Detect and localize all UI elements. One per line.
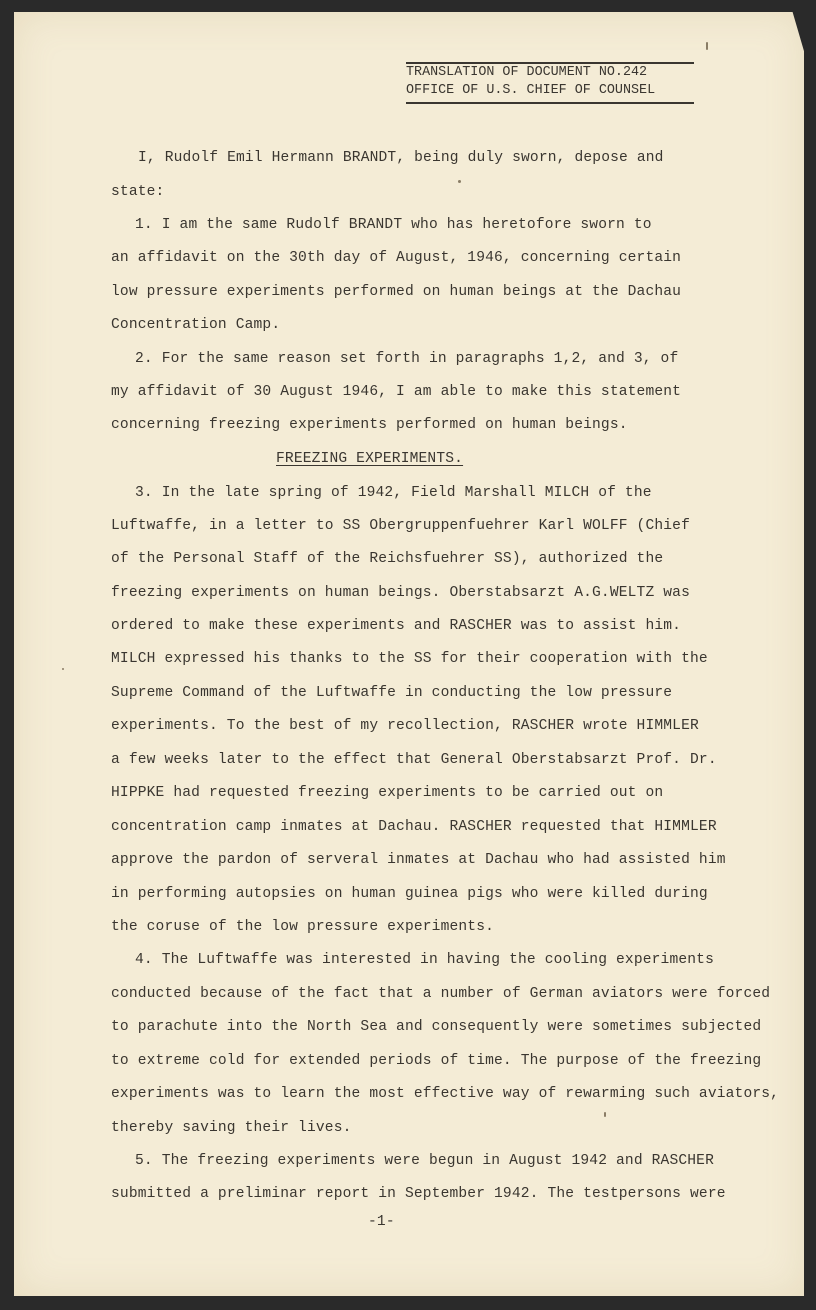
section-heading: FREEZING EXPERIMENTS. [276, 451, 464, 467]
paragraph-4-start: 4. The Luftwaffe was interested in having the cooling experiments [135, 952, 714, 968]
text-line: low pressure experiments performed on human beings at the Dachau [111, 284, 682, 300]
text-line: MILCH expressed his thanks to the SS for their cooperation with the [111, 651, 708, 667]
text-line: the coruse of the low pressure experiments. [111, 919, 495, 935]
text-line: Luftwaffe, in a letter to SS Obergruppenfuehrer Karl WOLFF (Chief [111, 518, 690, 534]
paper-speck [706, 42, 708, 50]
text-line: of the Personal Staff of the Reichsfuehrer SS), authorized the [111, 551, 664, 567]
text-line: concentration camp inmates at Dachau. RASCHER requested that HIMMLER [111, 819, 717, 835]
document-page [14, 12, 804, 1296]
paper-speck [458, 180, 461, 183]
text-line: I, Rudolf Emil Hermann BRANDT, being duly sworn, depose and [138, 150, 664, 166]
paragraph-3-start: 3. In the late spring of 1942, Field Marshall MILCH of the [135, 485, 652, 501]
text-line: to parachute into the North Sea and consequently were sometimes subjected [111, 1019, 762, 1035]
header-line-2: OFFICE OF U.S. CHIEF OF COUNSEL [406, 83, 656, 98]
page-number: -1- [368, 1214, 395, 1230]
text-line: approve the pardon of serveral inmates at Dachau who had assisted him [111, 852, 726, 868]
text-line: an affidavit on the 30th day of August, 1946, concerning certain [111, 250, 682, 266]
text-line: HIPPKE had requested freezing experiments to be carried out on [111, 785, 664, 801]
paragraph-2-start: 2. For the same reason set forth in paragraphs 1,2, and 3, of [135, 351, 679, 367]
paragraph-1-start: 1. I am the same Rudolf BRANDT who has heretofore sworn to [135, 217, 652, 233]
paragraph-5-start: 5. The freezing experiments were begun in August 1942 and RASCHER [135, 1153, 714, 1169]
text-line: freezing experiments on human beings. Oberstabsarzt A.G.WELTZ was [111, 585, 690, 601]
text-line: Supreme Command of the Luftwaffe in conducting the low pressure [111, 685, 673, 701]
text-line: experiments was to learn the most effective way of rewarming such aviators, [111, 1086, 780, 1102]
text-line: submitted a preliminar report in September 1942. The testpersons were [111, 1186, 726, 1202]
text-line: in performing autopsies on human guinea pigs who were killed during [111, 886, 708, 902]
text-line: my affidavit of 30 August 1946, I am able to make this statement [111, 384, 682, 400]
text-line: state: [111, 184, 165, 200]
text-line: concerning freezing experiments performed on human beings. [111, 417, 628, 433]
header-line-1: TRANSLATION OF DOCUMENT NO.242 [406, 65, 648, 80]
text-line: to extreme cold for extended periods of time. The purpose of the freezing [111, 1053, 762, 1069]
text-line: ordered to make these experiments and RASCHER was to assist him. [111, 618, 682, 634]
text-line: Concentration Camp. [111, 317, 281, 333]
text-line: conducted because of the fact that a number of German aviators were forced [111, 986, 771, 1002]
paper-speck [604, 1112, 606, 1117]
paper-speck [62, 668, 64, 670]
affidavit-body [14, 12, 804, 1296]
text-line: thereby saving their lives. [111, 1120, 352, 1136]
text-line: a few weeks later to the effect that General Oberstabsarzt Prof. Dr. [111, 752, 717, 768]
text-line: experiments. To the best of my recollection, RASCHER wrote HIMMLER [111, 718, 699, 734]
